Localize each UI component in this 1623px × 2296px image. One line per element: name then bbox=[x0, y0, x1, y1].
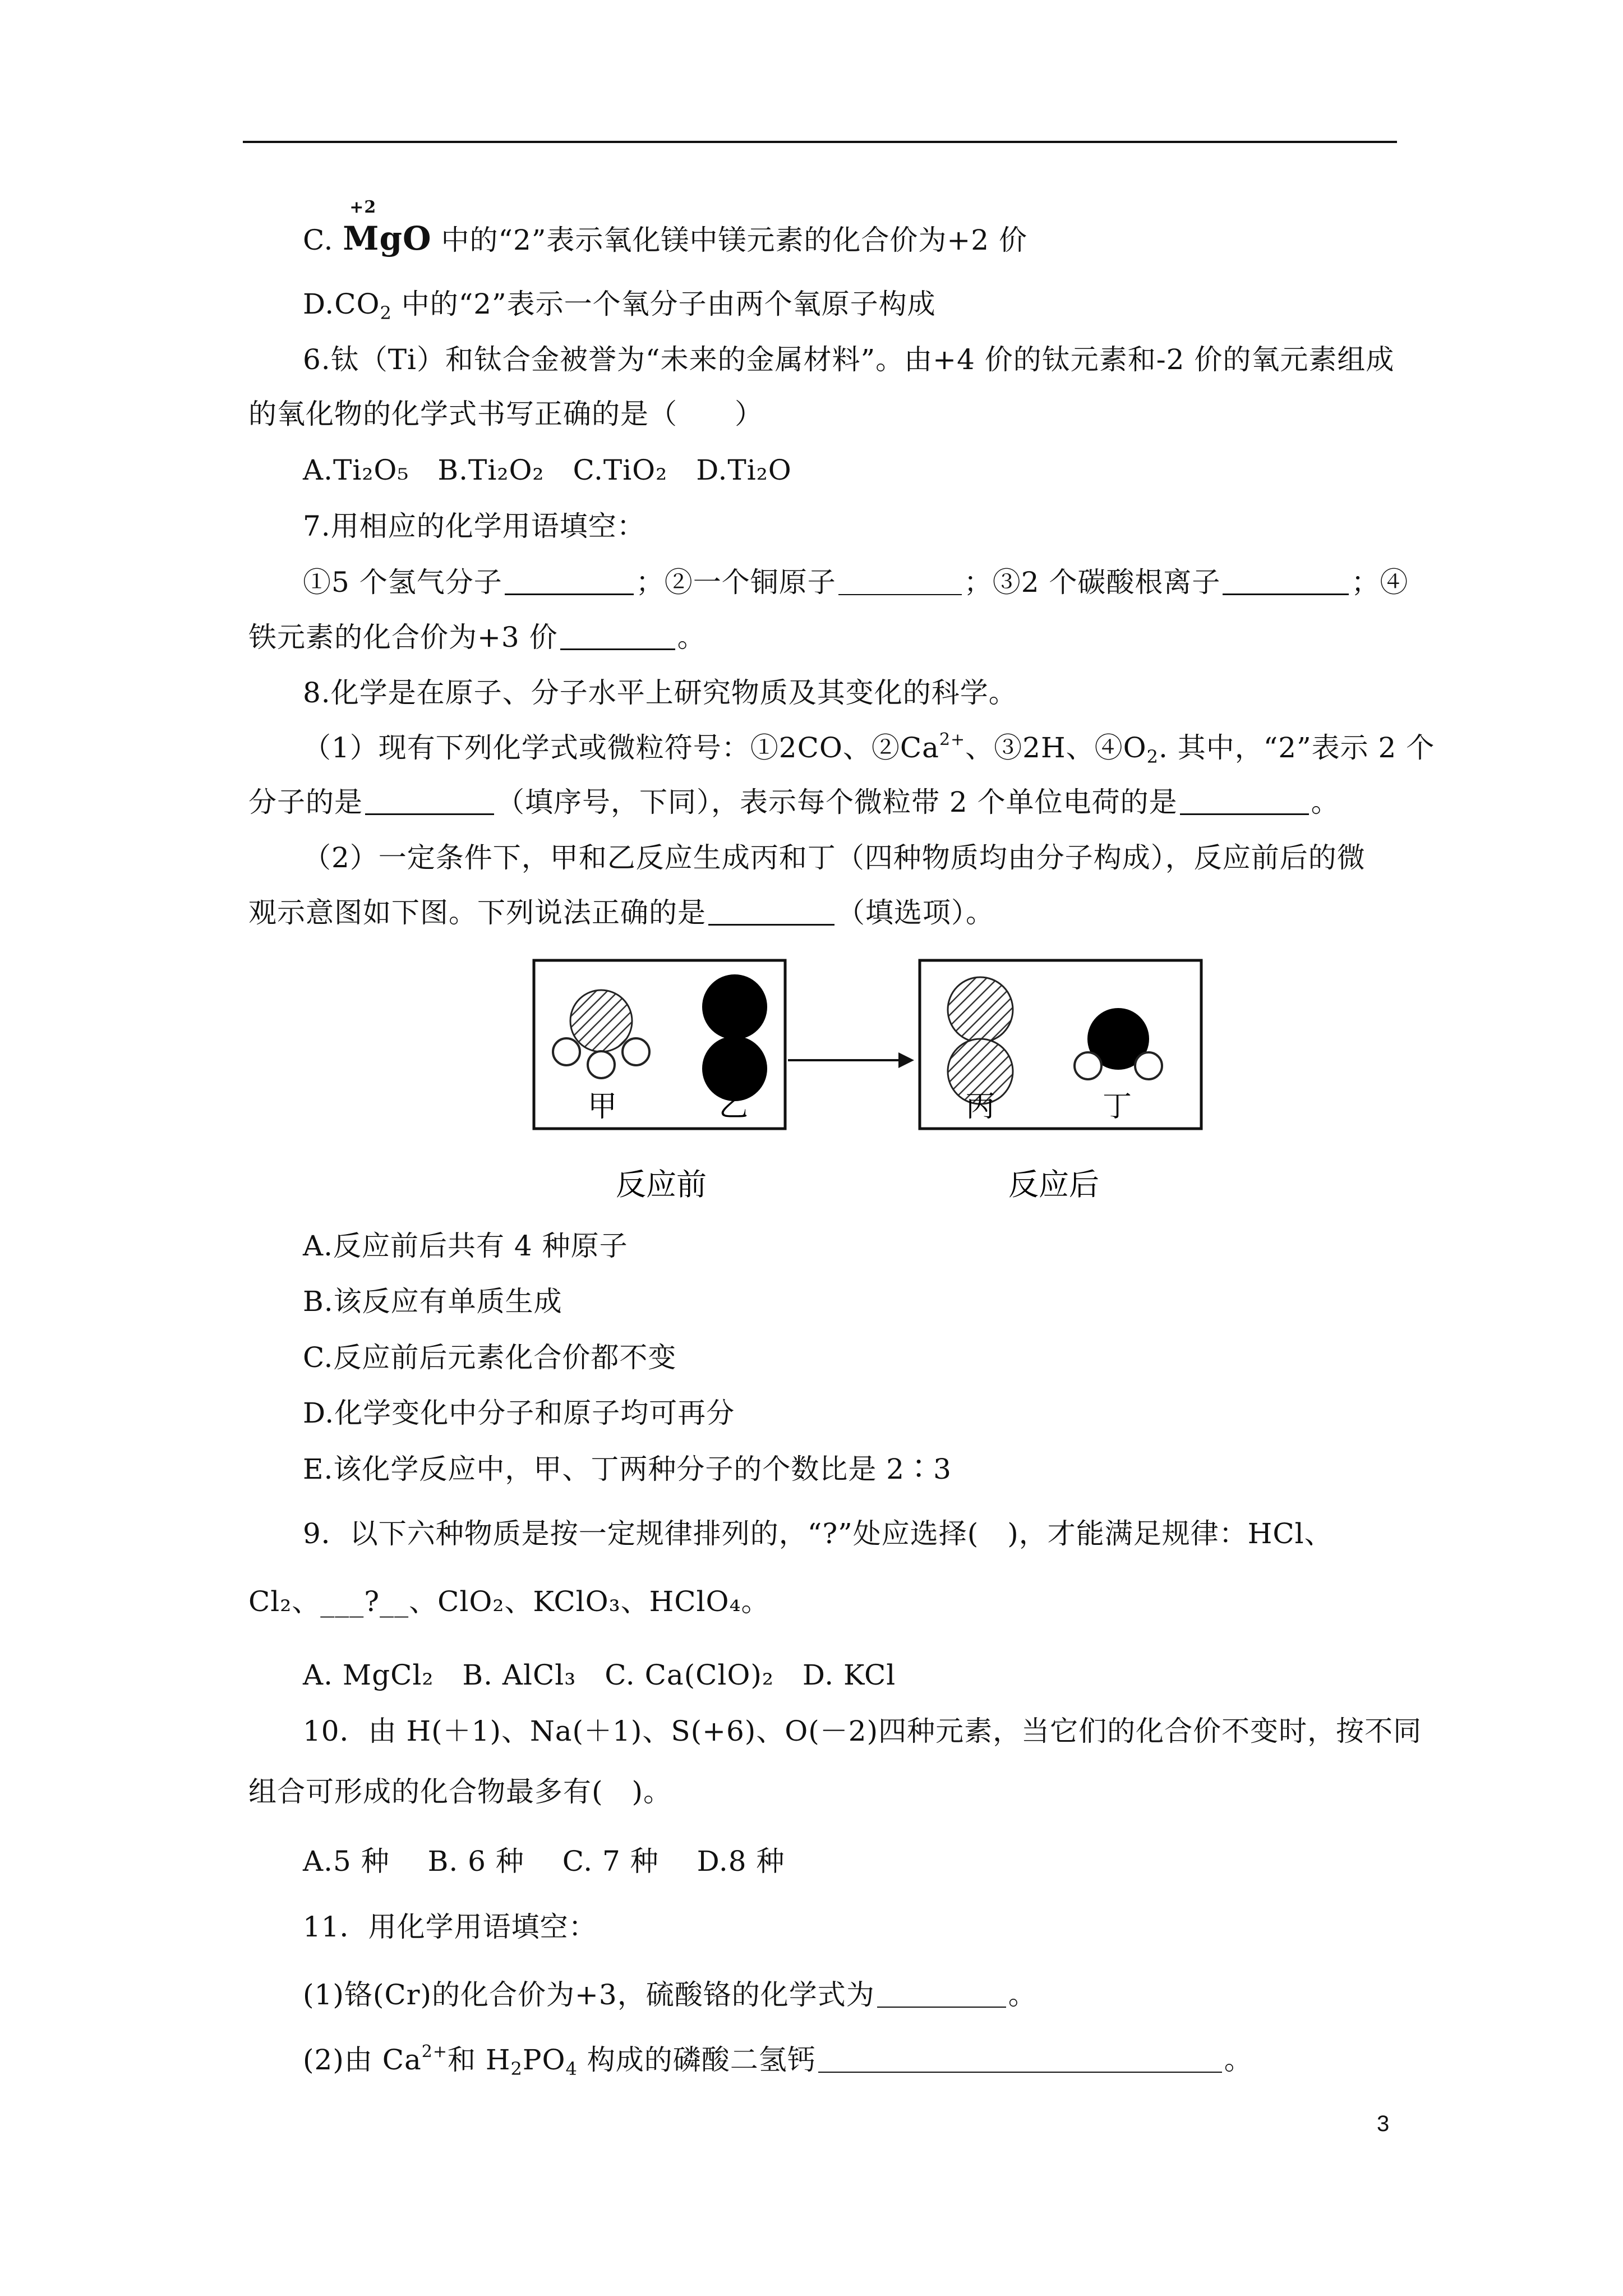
q8-s1c: . 其中，“2”表示 2 个 bbox=[1158, 731, 1435, 764]
q9-options: A. MgCl₂ B. AlCl₃ C. Ca(ClO)₂ D. KCl bbox=[303, 1659, 896, 1691]
label-yi: 乙 bbox=[719, 1090, 749, 1124]
q8-s1-line1 bbox=[303, 729, 1435, 766]
q5-option-c bbox=[303, 197, 1027, 259]
q8-line1: 8.化学是在原子、分子水平上研究物质及其变化的科学。 bbox=[303, 677, 1017, 709]
q8-blank-1[interactable] bbox=[365, 785, 494, 815]
q11-p2e: 。 bbox=[1224, 2044, 1253, 2076]
q8-s1-line2 bbox=[248, 784, 1340, 821]
q11-blank-1[interactable] bbox=[877, 1978, 1006, 2008]
reaction-diagram bbox=[522, 954, 1217, 1223]
q7-part3: ；③2 个碳酸根离子 bbox=[963, 566, 1221, 599]
arrow-head bbox=[898, 1052, 914, 1068]
q8-blank-3[interactable] bbox=[708, 896, 834, 926]
q8-s2c: （填选项）。 bbox=[837, 896, 994, 929]
q7-line2 bbox=[303, 564, 1408, 601]
q9-line2: Cl₂、___?__、ClO₂、KClO₃、HClO₄。 bbox=[248, 1585, 770, 1618]
q7-blank-1[interactable] bbox=[505, 565, 634, 595]
q6-line1: 6.钛（Ti）和钛合金被誉为“未来的金属材料”。由+4 价的钛元素和-2 价的氧元素组成 bbox=[303, 343, 1395, 376]
label-jia: 甲 bbox=[588, 1090, 617, 1124]
q7-part5: 铁元素的化合价为+3 价 bbox=[248, 621, 558, 654]
page-number: 3 bbox=[1377, 2111, 1390, 2136]
q11-p2-sub2: 4 bbox=[565, 2058, 578, 2079]
q8-s1-sup: 2+ bbox=[939, 730, 966, 749]
q8-s2b: 观示意图如下图。下列说法正确的是 bbox=[248, 896, 706, 929]
caption-before: 反应前 bbox=[616, 1167, 707, 1202]
q11-p1a: (1)铬(Cr)的化合价为+3，硫酸铬的化学式为 bbox=[303, 1978, 875, 2011]
q6-line2: 的氧化物的化学式书写正确的是（ ） bbox=[248, 398, 763, 430]
q8-s2-line1: （2）一定条件下，甲和乙反应生成丙和丁（四种物质均由分子构成），反应前后的微 bbox=[303, 841, 1366, 874]
q10-options: A.5 种 B. 6 种 C. 7 种 D.8 种 bbox=[303, 1845, 785, 1878]
q7-line3 bbox=[248, 619, 706, 656]
label-ding: 丁 bbox=[1103, 1090, 1132, 1124]
q11-p2c: PO bbox=[522, 2044, 566, 2076]
q5-c-text: 中的“2”表示氧化镁中镁元素的化合价为+2 价 bbox=[431, 224, 1027, 256]
q11-line1: 11．用化学用语填空： bbox=[303, 1911, 597, 1943]
q5-c-prefix: C. bbox=[303, 224, 343, 256]
mgo-charge: +2 bbox=[349, 197, 377, 217]
q11-part2 bbox=[303, 2041, 1253, 2078]
q11-p2b: 和 H bbox=[448, 2044, 511, 2076]
q10-line2: 组合可形成的化合物最多有( )。 bbox=[248, 1775, 672, 1808]
q8-blank-2[interactable] bbox=[1180, 785, 1309, 815]
q7-line1: 7.用相应的化学用语填空： bbox=[303, 510, 645, 542]
q5-d-prefix: D.CO bbox=[303, 288, 380, 320]
caption-after: 反应后 bbox=[1008, 1167, 1099, 1202]
q11-blank-2[interactable] bbox=[818, 2044, 1222, 2073]
q9-line1: 9．以下六种物质是按一定规律排列的，“?”处应选择( )，才能满足规律：HCl、 bbox=[303, 1517, 1333, 1550]
q8-s1d: 分子的是 bbox=[248, 786, 363, 818]
q8-option-d: D.化学变化中分子和原子均可再分 bbox=[303, 1397, 735, 1429]
q11-p2-sub1: 2 bbox=[510, 2058, 523, 2079]
q11-p2a: (2)由 Ca bbox=[303, 2044, 422, 2076]
q7-part2: ；②一个铜原子 bbox=[635, 566, 836, 599]
q8-option-e: E.该化学反应中，甲、丁两种分子的个数比是 2∶3 bbox=[303, 1453, 952, 1485]
q6-options: A.Ti₂O₅ B.Ti₂O₂ C.TiO₂ D.Ti₂O bbox=[303, 454, 792, 486]
q11-part1 bbox=[303, 1976, 1037, 2013]
q8-option-b: B.该反应有单质生成 bbox=[303, 1285, 562, 1318]
q8-s1e: （填序号，下同），表示每个微粒带 2 个单位电荷的是 bbox=[496, 786, 1178, 818]
q8-option-c: C.反应前后元素化合价都不变 bbox=[303, 1341, 677, 1374]
q7-blank-2[interactable] bbox=[838, 566, 962, 595]
mgo-text: MgO bbox=[343, 219, 432, 257]
q11-p2d: 构成的磷酸二氢钙 bbox=[577, 2044, 816, 2076]
q5-option-d bbox=[303, 286, 936, 323]
q11-p1b: 。 bbox=[1008, 1978, 1037, 2011]
q8-s1b: 、③2H、④O bbox=[965, 731, 1147, 764]
q10-line1: 10．由 H(＋1)、Na(＋1)、S(+6)、O(－2)四种元素，当它们的化合价不变时，按不同 bbox=[303, 1715, 1422, 1747]
q8-s1a: （1）现有下列化学式或微粒符号：①2CO、②Ca bbox=[303, 731, 939, 764]
header-rule bbox=[243, 141, 1397, 143]
q7-part4: ；④ bbox=[1351, 566, 1409, 599]
q11-p2-sup: 2+ bbox=[421, 2042, 448, 2062]
q7-part6: 。 bbox=[677, 621, 706, 654]
q7-blank-4[interactable] bbox=[560, 620, 675, 650]
q7-part1: ①5 个氢气分子 bbox=[303, 566, 502, 599]
q5-d-text: 中的“2”表示一个氧分子由两个氧原子构成 bbox=[391, 288, 936, 320]
label-bing: 丙 bbox=[966, 1090, 995, 1124]
q7-blank-3[interactable] bbox=[1223, 565, 1349, 595]
q8-s2-line2 bbox=[248, 894, 994, 931]
q5-d-sub: 2 bbox=[380, 302, 392, 324]
q8-option-a: A.反应前后共有 4 种原子 bbox=[303, 1230, 628, 1262]
mgo-formula bbox=[343, 197, 432, 257]
q8-s1f: 。 bbox=[1311, 786, 1340, 818]
q8-s1-sub: 2 bbox=[1146, 746, 1159, 767]
